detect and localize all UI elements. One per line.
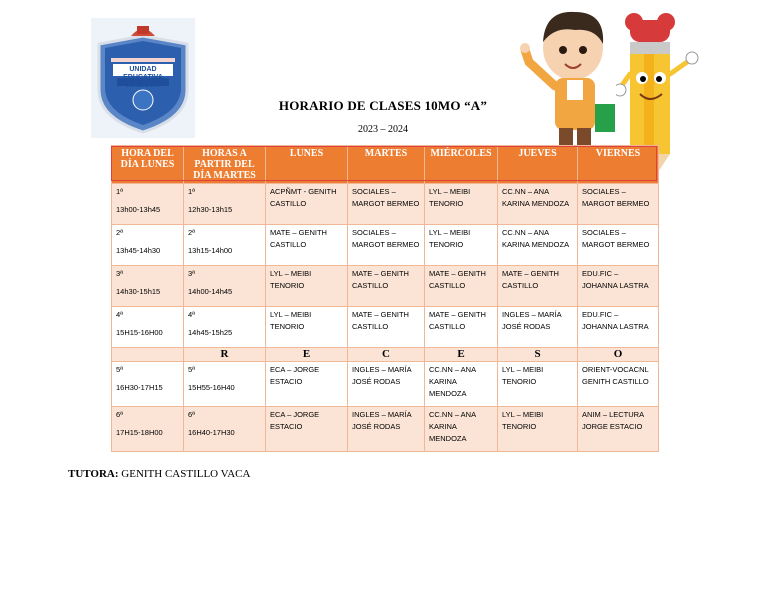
class-cell: MATE – GENITH CASTILLO (266, 225, 348, 266)
class-cell: SOCIALES – MARGOT BERMEO (348, 225, 425, 266)
class-cell: ORIENT-VOCACNL GENITH CASTILLO (578, 362, 659, 407)
col-header-horas-martes: HORAS A PARTIR DEL DÍA MARTES (184, 146, 266, 184)
class-cell: ACPÑMT - GENITH CASTILLO (266, 184, 348, 225)
class-cell: ECA – JORGE ESTACIO (266, 407, 348, 452)
period-time: 17H15-18H00 (116, 428, 163, 437)
class-cell: LYL – MEIBI TENORIO (266, 307, 348, 348)
period-cell (112, 184, 184, 225)
col-header-viernes: VIERNES (578, 146, 659, 184)
class-cell: MATE – GENITH CASTILLO (425, 307, 498, 348)
period-time: 15H15-16H00 (116, 328, 163, 337)
receso-cell (112, 348, 184, 362)
class-cell: ECA – JORGE ESTACIO (266, 362, 348, 407)
class-cell: CC.NN – ANA KARINA MENDOZA (425, 407, 498, 452)
period-number: 5ª (188, 365, 195, 374)
period-number: 3ª (188, 269, 195, 278)
page-title: HORARIO DE CLASES 10MO “A” (278, 98, 488, 113)
period-cell (112, 225, 184, 266)
school-year: 2023 – 2024 (358, 124, 408, 135)
class-cell: CC.NN – ANA KARINA MENDOZA (425, 362, 498, 407)
schedule-table (111, 145, 659, 452)
period-cell (184, 225, 266, 266)
period-number: 1ª (188, 187, 195, 196)
period-time: 16H40-17H30 (188, 428, 235, 437)
period-cell (112, 407, 184, 452)
col-header-jueves: JUEVES (498, 146, 578, 184)
period-time: 12h30-13h15 (188, 205, 233, 214)
class-cell: INGLES – MARÍA JOSÉ RODAS (498, 307, 578, 348)
col-header-lunes: LUNES (266, 146, 348, 184)
receso-letter: O (578, 348, 659, 362)
period-number: 4ª (116, 310, 123, 319)
class-cell: SOCIALES – MARGOT BERMEO (348, 184, 425, 225)
period-number: 4ª (188, 310, 195, 319)
table-row (112, 266, 659, 307)
period-number: 2ª (188, 228, 195, 237)
col-header-miercoles: MIÉRCOLES (425, 146, 498, 184)
period-number: 1ª (116, 187, 123, 196)
class-cell: LYL – MEIBI TENORIO (498, 407, 578, 452)
period-cell (184, 362, 266, 407)
period-cell (184, 266, 266, 307)
tutora-name: GENITH CASTILLO VACA (118, 468, 251, 480)
class-cell: INGLES – MARÍA JOSÉ RODAS (348, 362, 425, 407)
period-time: 16H30-17H15 (116, 383, 163, 392)
class-cell: SOCIALES – MARGOT BERMEO (578, 184, 659, 225)
table-row (112, 307, 659, 348)
class-cell: MATE – GENITH CASTILLO (498, 266, 578, 307)
class-cell: EDU.FIC – JOHANNA LASTRA (578, 266, 659, 307)
receso-letter: E (425, 348, 498, 362)
period-time: 13h15-14h00 (188, 246, 233, 255)
class-cell: MATE – GENITH CASTILLO (348, 266, 425, 307)
class-cell: INGLES – MARÍA JOSÉ RODAS (348, 407, 425, 452)
period-number: 6ª (116, 410, 123, 419)
period-time: 15H55-16H40 (188, 383, 235, 392)
class-cell: MATE – GENITH CASTILLO (425, 266, 498, 307)
class-cell: ANIM – LECTURA JORGE ESTACIO (578, 407, 659, 452)
col-header-martes: MARTES (348, 146, 425, 184)
class-cell: LYL – MEIBI TENORIO (266, 266, 348, 307)
period-time: 14h30-15h15 (116, 287, 161, 296)
receso-letter: E (266, 348, 348, 362)
tutora-label: TUTORA: (68, 468, 119, 480)
logo-text: UNIDAD EDUCATIVA AMÉRICA (123, 66, 163, 89)
period-cell (112, 266, 184, 307)
class-cell: LYL – MEIBI TENORIO (498, 362, 578, 407)
period-number: 6ª (188, 410, 195, 419)
tutora-line (68, 468, 250, 480)
period-cell (112, 307, 184, 348)
period-cell (184, 184, 266, 225)
header-highlight-box (111, 146, 657, 181)
col-header-hora-lunes: HORA DEL DÍA LUNES (112, 146, 184, 184)
class-cell: SOCIALES – MARGOT BERMEO (578, 225, 659, 266)
period-cell (184, 307, 266, 348)
period-time: 13h00-13h45 (116, 205, 161, 214)
receso-letter: C (348, 348, 425, 362)
class-cell: CC.NN – ANA KARINA MENDOZA (498, 184, 578, 225)
period-time: 14h45-15h25 (188, 328, 233, 337)
table-row (112, 225, 659, 266)
class-cell: LYL – MEIBI TENORIO (425, 225, 498, 266)
class-cell: CC.NN – ANA KARINA MENDOZA (498, 225, 578, 266)
period-time: 14h00-14h45 (188, 287, 233, 296)
receso-letter: S (498, 348, 578, 362)
receso-letter: R (184, 348, 266, 362)
table-row (112, 407, 659, 452)
period-number: 3ª (116, 269, 123, 278)
period-number: 2ª (116, 228, 123, 237)
period-cell (184, 407, 266, 452)
receso-row (112, 348, 659, 362)
table-row (112, 184, 659, 225)
class-cell: MATE – GENITH CASTILLO (348, 307, 425, 348)
period-time: 13h45-14h30 (116, 246, 161, 255)
period-number: 5ª (116, 365, 123, 374)
class-cell: EDU.FIC – JOHANNA LASTRA (578, 307, 659, 348)
period-cell (112, 362, 184, 407)
table-row (112, 362, 659, 407)
class-cell: LYL – MEIBI TENORIO (425, 184, 498, 225)
